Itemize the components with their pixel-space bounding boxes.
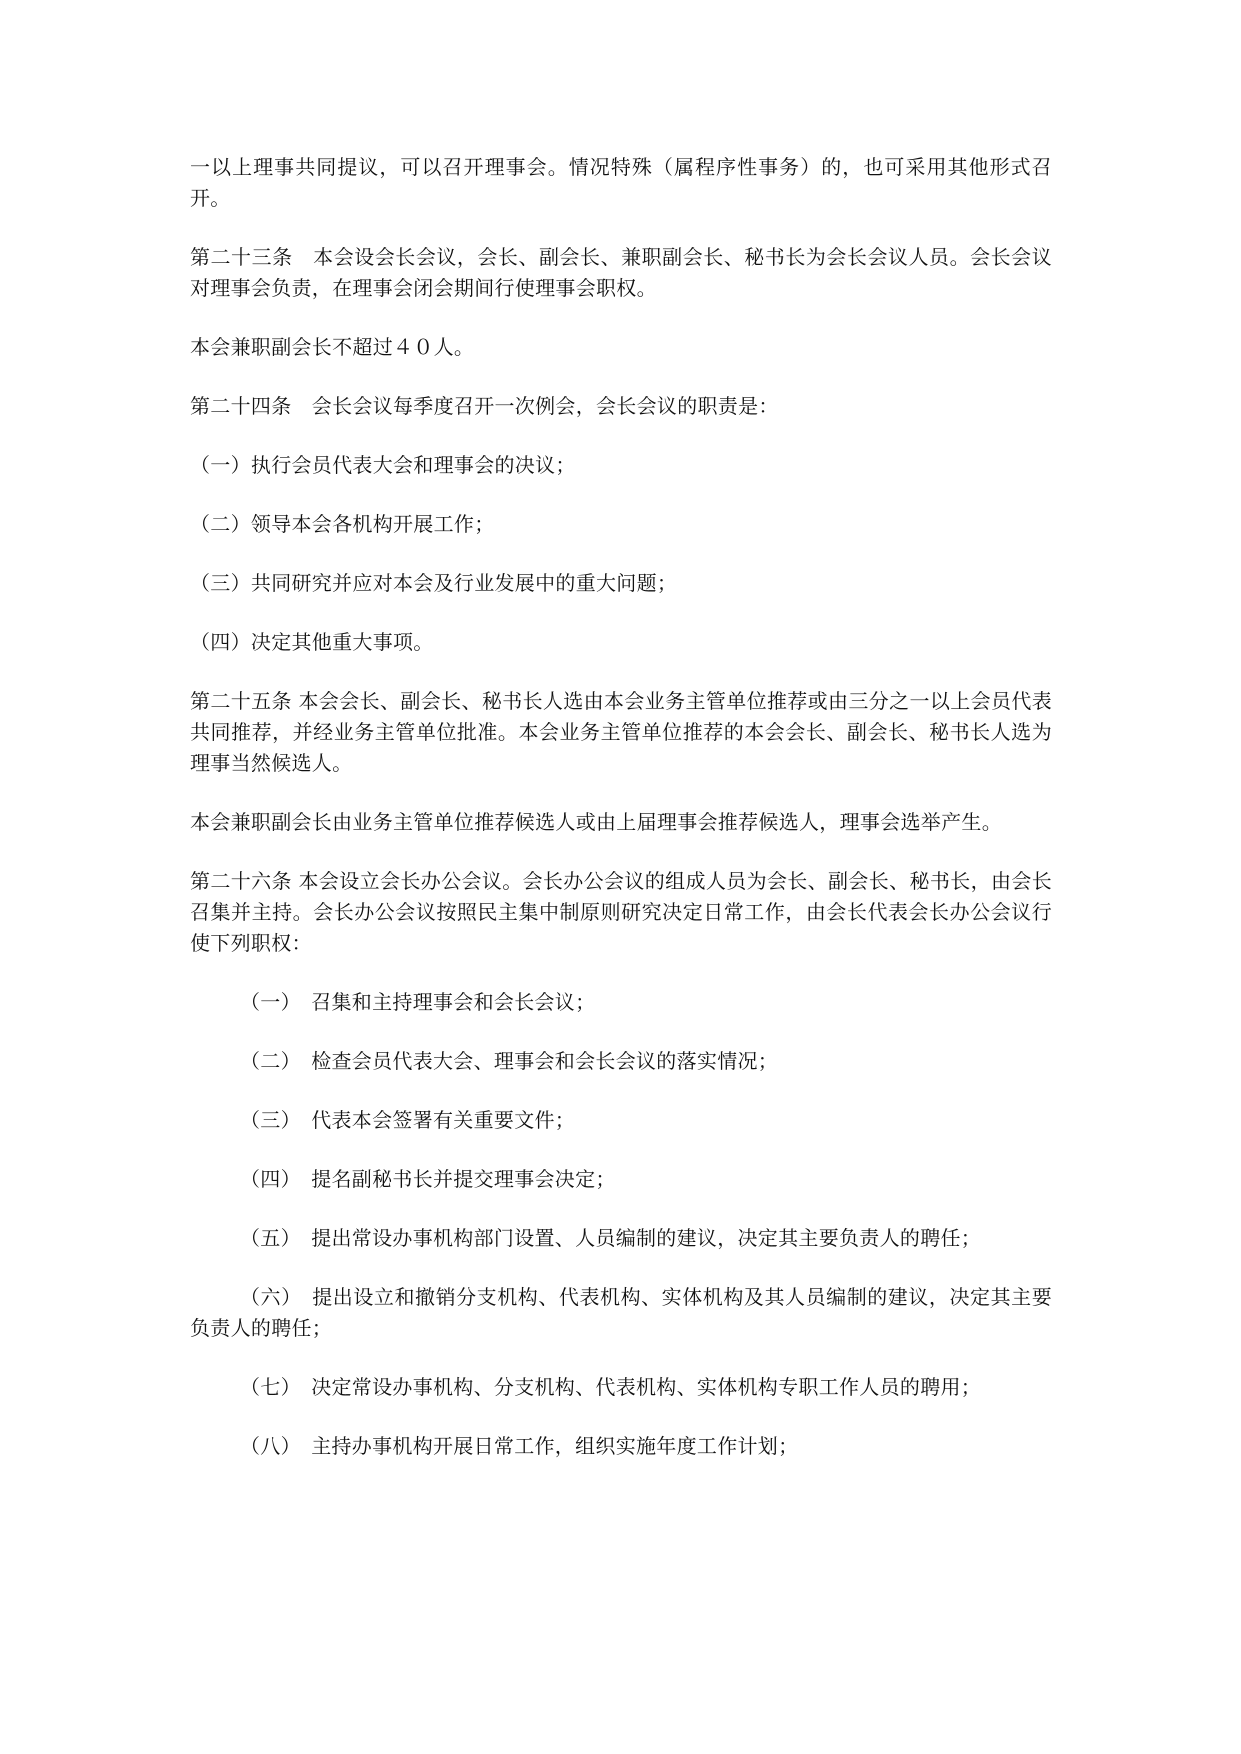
article-26-item-4: （四） 提名副秘书长并提交理事会决定； [240, 1167, 616, 1191]
article-24-item-2: （二）领导本会各机构开展工作； [190, 512, 495, 536]
document-page [190, 152, 1052, 1490]
article-26-item-7: （七） 决定常设办事机构、分支机构、代表机构、实体机构专职工作人员的聘用； [240, 1375, 982, 1399]
article-24-item-3: （三）共同研究并应对本会及行业发展中的重大问题； [190, 571, 678, 595]
article-26-item-1: （一） 召集和主持理事会和会长会议； [240, 990, 596, 1014]
article-25: 第二十五条 本会会长、副会长、秘书长人选由本会业务主管单位推荐或由三分之一以上会员代表共同推荐，并经业务主管单位批准。本会业务主管单位推荐的本会会长、副会长、秘书长人选为理事当然候选人。 [190, 689, 1052, 775]
paragraph-meeting-convening: 一以上理事共同提议，可以召开理事会。情况特殊（属程序性事务）的，也可采用其他形式召开。 [190, 155, 1052, 210]
paragraph-vice-president-election: 本会兼职副会长由业务主管单位推荐候选人或由上届理事会推荐候选人，理事会选举产生。 [190, 810, 1002, 834]
article-24-item-4: （四）决定其他重大事项。 [190, 630, 434, 654]
article-26-item-3: （三） 代表本会签署有关重要文件； [240, 1108, 576, 1132]
article-24-item-1: （一）执行会员代表大会和理事会的决议； [190, 453, 576, 477]
article-26-item-6: （六） 提出设立和撤销分支机构、代表机构、实体机构及其人员编制的建议，决定其主要负责人的聘任； [190, 1285, 1052, 1340]
article-26-item-8: （八） 主持办事机构开展日常工作，组织实施年度工作计划； [240, 1434, 799, 1458]
article-24: 第二十四条 会长会议每季度召开一次例会，会长会议的职责是： [190, 394, 779, 418]
paragraph-vice-president-limit: 本会兼职副会长不超过４０人。 [190, 335, 475, 359]
article-23: 第二十三条 本会设会长会议，会长、副会长、兼职副会长、秘书长为会长会议人员。会长会议对理事会负责，在理事会闭会期间行使理事会职权。 [190, 245, 1052, 300]
article-26-item-5: （五） 提出常设办事机构部门设置、人员编制的建议，决定其主要负责人的聘任； [240, 1226, 982, 1250]
article-26: 第二十六条 本会设立会长办公会议。会长办公会议的组成人员为会长、副会长、秘书长，由会长召集并主持。会长办公会议按照民主集中制原则研究决定日常工作，由会长代表会长办公会议行使下列职权： [190, 869, 1052, 955]
article-26-item-2: （二） 检查会员代表大会、理事会和会长会议的落实情况； [240, 1049, 779, 1073]
